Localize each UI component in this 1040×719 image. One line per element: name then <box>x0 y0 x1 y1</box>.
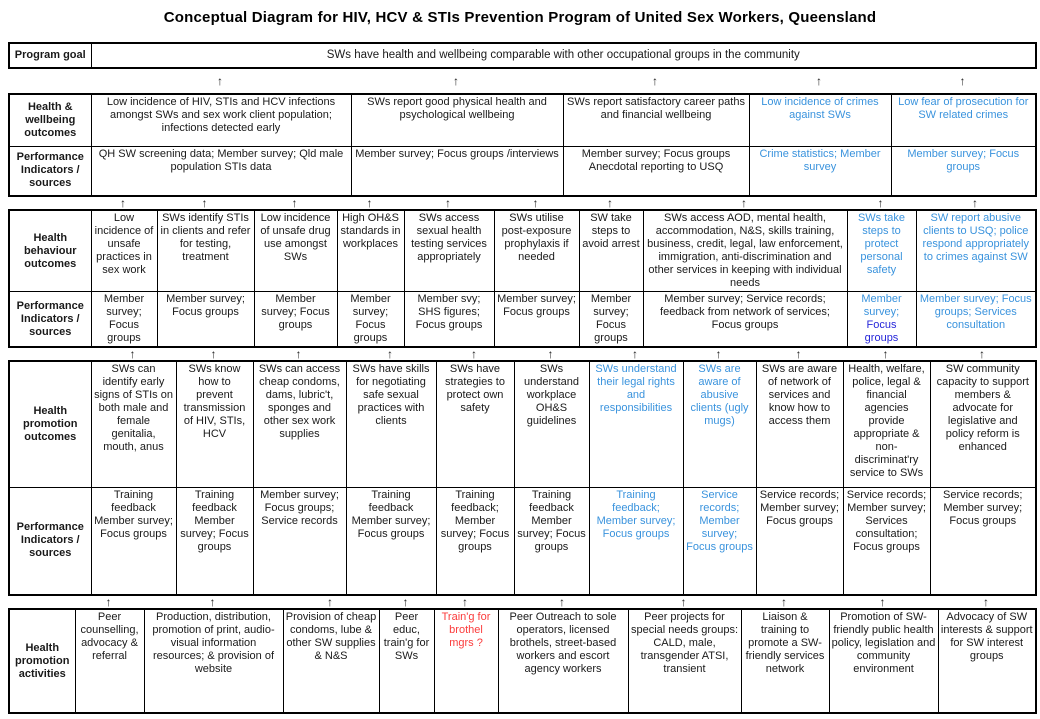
performance-cell: Member survey; Focus groups Anecdotal reporting to USQ <box>563 146 749 196</box>
up-arrow-icon: ↑ <box>210 347 217 361</box>
performance-cell: Training feedback Member survey; Focus groups <box>346 487 436 595</box>
arrow-spacer <box>8 596 74 608</box>
outcomes-cell: Low incidence of unsafe drug use amongst SWs <box>254 210 337 292</box>
arrow-spacer <box>8 69 90 93</box>
up-arrow-icon: ↑ <box>882 347 889 361</box>
up-arrow-icon: ↑ <box>979 347 985 361</box>
up-arrow-icon: ↑ <box>462 595 468 609</box>
health-promotion-activities-arrows <box>8 596 1035 608</box>
activities-cell: Peer projects for special needs groups: CALD, male, transgender ATSI, transient <box>628 609 741 713</box>
outcomes-cell: SWs know how to prevent transmission of HIV, STIs, HCV <box>176 361 253 487</box>
outcomes-cell: SWs utilise post-exposure prophylaxis if needed <box>494 210 579 292</box>
diagram-sections <box>0 69 1040 714</box>
up-arrow-icon: ↑ <box>816 74 822 88</box>
health-behaviour-arrows <box>8 197 1035 209</box>
arrow-spacer <box>8 348 90 360</box>
performance-cell: Service records; Member survey; Focus groups <box>930 487 1036 595</box>
performance-cell: Crime statistics; Member survey <box>749 146 891 196</box>
up-arrow-icon: ↑ <box>547 347 554 361</box>
outcomes-cell: Low incidence of HIV, STIs and HCV infections amongst SWs and sex work client population; infections detected early <box>91 94 351 146</box>
outcomes-cell: SWs can identify early signs of STIs on both male and female genitalia, mouth, anus <box>91 361 176 487</box>
performance-cell: Training feedback; Member survey; Focus groups <box>589 487 683 595</box>
page-title: Conceptual Diagram for HIV, HCV & STIs Prevention Program of United Sex Workers, Queensland <box>163 9 877 26</box>
health-promotion-arrows <box>8 348 1035 360</box>
outcomes-cell: SWs are aware of abusive clients (ugly mugs) <box>683 361 756 487</box>
up-arrow-icon: ↑ <box>120 196 126 210</box>
health-wellbeing-outcomes-label: Health & wellbeing outcomes <box>9 94 91 146</box>
outcomes-cell: SWs understand their legal rights and responsibilities <box>589 361 683 487</box>
performance-cell: Member survey; Focus groups <box>847 292 916 348</box>
performance-cell: Training feedback Member survey; Focus groups <box>514 487 589 595</box>
outcomes-cell: SWs have skills for negotiating safe sexual practices with clients <box>346 361 436 487</box>
up-arrow-icon: ↑ <box>795 347 802 361</box>
outcomes-cell: SWs access sexual health testing services appropriately <box>404 210 494 292</box>
activities-cell: Liaison & training to promote a SW-friendly services network <box>741 609 829 713</box>
performance-cell: Member survey; Focus groups <box>891 146 1036 196</box>
activities-cell: Promotion of SW-friendly public health policy, legislation and community environment <box>829 609 938 713</box>
performance-cell: Member survey; Focus groups <box>337 292 404 348</box>
outcomes-cell: High OH&S standards in workplaces <box>337 210 404 292</box>
up-arrow-icon: ↑ <box>632 347 638 361</box>
up-arrow-icon: ↑ <box>445 196 451 210</box>
outcomes-cell: SWs identify STIs in clients and refer for testing, treatment <box>157 210 254 292</box>
up-arrow-icon: ↑ <box>291 196 298 210</box>
up-arrow-icon: ↑ <box>209 595 216 609</box>
performance-cell: Member survey; Focus groups /interviews <box>351 146 563 196</box>
performance-cell: Member survey; Focus groups <box>494 292 579 348</box>
up-arrow-icon: ↑ <box>295 347 302 361</box>
health-behaviour-table <box>8 209 1037 348</box>
outcomes-cell: Low incidence of crimes against SWs <box>749 94 891 146</box>
performance-cell: Training feedback; Member survey; Focus groups <box>436 487 514 595</box>
performance-cell: Member survey; Focus groups <box>254 292 337 348</box>
up-arrow-icon: ↑ <box>715 347 722 361</box>
up-arrow-icon: ↑ <box>972 196 978 210</box>
performance-cell: Member survey; Focus groups <box>157 292 254 348</box>
up-arrow-icon: ↑ <box>877 196 884 210</box>
performance-cell: Member svy; SHS figures; Focus groups <box>404 292 494 348</box>
up-arrow-icon: ↑ <box>129 347 136 361</box>
health-promotion-table <box>8 360 1037 596</box>
up-arrow-icon: ↑ <box>471 347 477 361</box>
performance-cell: Service records; Member survey; Services consultation; Focus groups <box>843 487 930 595</box>
performance-cell: Member survey; Focus groups; Services consultation <box>916 292 1036 348</box>
outcomes-cell: SWs take steps to protect personal safety <box>847 210 916 292</box>
up-arrow-icon: ↑ <box>217 74 223 88</box>
program-goal-label: Program goal <box>9 43 91 68</box>
performance-cell: QH SW screening data; Member survey; Qld male population STIs data <box>91 146 351 196</box>
up-arrow-icon: ↑ <box>741 196 747 210</box>
health-promotion-activities-table <box>8 608 1037 714</box>
up-arrow-icon: ↑ <box>201 196 208 210</box>
up-arrow-icon: ↑ <box>366 196 373 210</box>
outcomes-cell: SW take steps to avoid arrest <box>579 210 643 292</box>
performance-cell: Training feedback Member survey; Focus groups <box>176 487 253 595</box>
outcomes-cell: SWs report satisfactory career paths and financial wellbeing <box>563 94 749 146</box>
activities-cell: Provision of cheap condoms, lube & other SW supplies & N&S <box>283 609 379 713</box>
activities-cell: Peer counselling, advocacy & referral <box>75 609 144 713</box>
activities-cell: Peer Outreach to sole operators, licensed brothels, street-based workers and escort agency workers <box>498 609 628 713</box>
activities-cell: Peer educ, train'g for SWs <box>379 609 434 713</box>
performance-cell: Training feedback Member survey; Focus groups <box>91 487 176 595</box>
program-goal-table <box>8 42 1037 69</box>
outcomes-cell: SWs can access cheap condoms, dams, lubric't, sponges and other sex work supplies <box>253 361 346 487</box>
up-arrow-icon: ↑ <box>680 595 687 609</box>
up-arrow-icon: ↑ <box>402 595 409 609</box>
outcomes-cell: SWs understand workplace OH&S guidelines <box>514 361 589 487</box>
up-arrow-icon: ↑ <box>105 595 112 609</box>
outcomes-cell: Low fear of prosecution for SW related crimes <box>891 94 1036 146</box>
performance-cell: Member survey; Service records; feedback from network of services; Focus groups <box>643 292 847 348</box>
up-arrow-icon: ↑ <box>879 595 886 609</box>
health-behaviour-outcomes-label: Health behaviour outcomes <box>9 210 91 292</box>
up-arrow-icon: ↑ <box>652 74 658 88</box>
up-arrow-icon: ↑ <box>327 595 333 609</box>
outcomes-cell: Low incidence of unsafe practices in sex work <box>91 210 157 292</box>
outcomes-cell: SWs are aware of network of services and know how to access them <box>756 361 843 487</box>
outcomes-cell: SW report abusive clients to USQ; police respond appropriately to crimes against SW <box>916 210 1036 292</box>
health-wellbeing-performance-label: Performance Indicators / sources <box>9 146 91 196</box>
activities-cell: Production, distribution, promotion of print, audio-visual information resources; & provision of website <box>144 609 283 713</box>
health-wellbeing-arrows <box>8 69 1035 93</box>
up-arrow-icon: ↑ <box>607 196 613 210</box>
health-promotion-outcomes-label: Health promotion outcomes <box>9 361 91 487</box>
up-arrow-icon: ↑ <box>453 74 459 88</box>
outcomes-cell: SW community capacity to support members & advocate for legislative and policy reform is enhanced <box>930 361 1036 487</box>
program-goal-text: SWs have health and wellbeing comparable with other occupational groups in the community <box>91 43 1036 68</box>
performance-cell: Member survey; Focus groups; Service records <box>253 487 346 595</box>
performance-cell: Service records; Member survey; Focus groups <box>756 487 843 595</box>
outcomes-cell: SWs access AOD, mental health, accommodation, N&S, skills training, business, credit, legal, law enforcement, immigration, anti-discrimination and other services in keeping with individual needs <box>643 210 847 292</box>
outcomes-cell: Health, welfare, police, legal & financial agencies provide appropriate & non-discriminat'ry service to SWs <box>843 361 930 487</box>
activities-cell: Advocacy of SW interests & support for SW interest groups <box>938 609 1036 713</box>
performance-cell: Member survey; Focus groups <box>91 292 157 348</box>
up-arrow-icon: ↑ <box>959 74 966 88</box>
performance-cell: Service records; Member survey; Focus groups <box>683 487 756 595</box>
arrow-spacer <box>8 197 90 209</box>
up-arrow-icon: ↑ <box>559 595 565 609</box>
up-arrow-icon: ↑ <box>532 196 539 210</box>
outcomes-cell: SWs report good physical health and psychological wellbeing <box>351 94 563 146</box>
health-wellbeing-table <box>8 93 1037 197</box>
up-arrow-icon: ↑ <box>387 347 393 361</box>
health-promotion-performance-label: Performance Indicators / sources <box>9 487 91 595</box>
health-promotion-activities-activities-label: Health promotion activities <box>9 609 75 713</box>
outcomes-cell: SWs have strategies to protect own safety <box>436 361 514 487</box>
performance-cell: Member survey; Focus groups <box>579 292 643 348</box>
up-arrow-icon: ↑ <box>781 595 787 609</box>
health-behaviour-performance-label: Performance Indicators / sources <box>9 292 91 348</box>
activities-cell: Train'g for brothel mgrs ? <box>434 609 498 713</box>
up-arrow-icon: ↑ <box>983 595 989 609</box>
